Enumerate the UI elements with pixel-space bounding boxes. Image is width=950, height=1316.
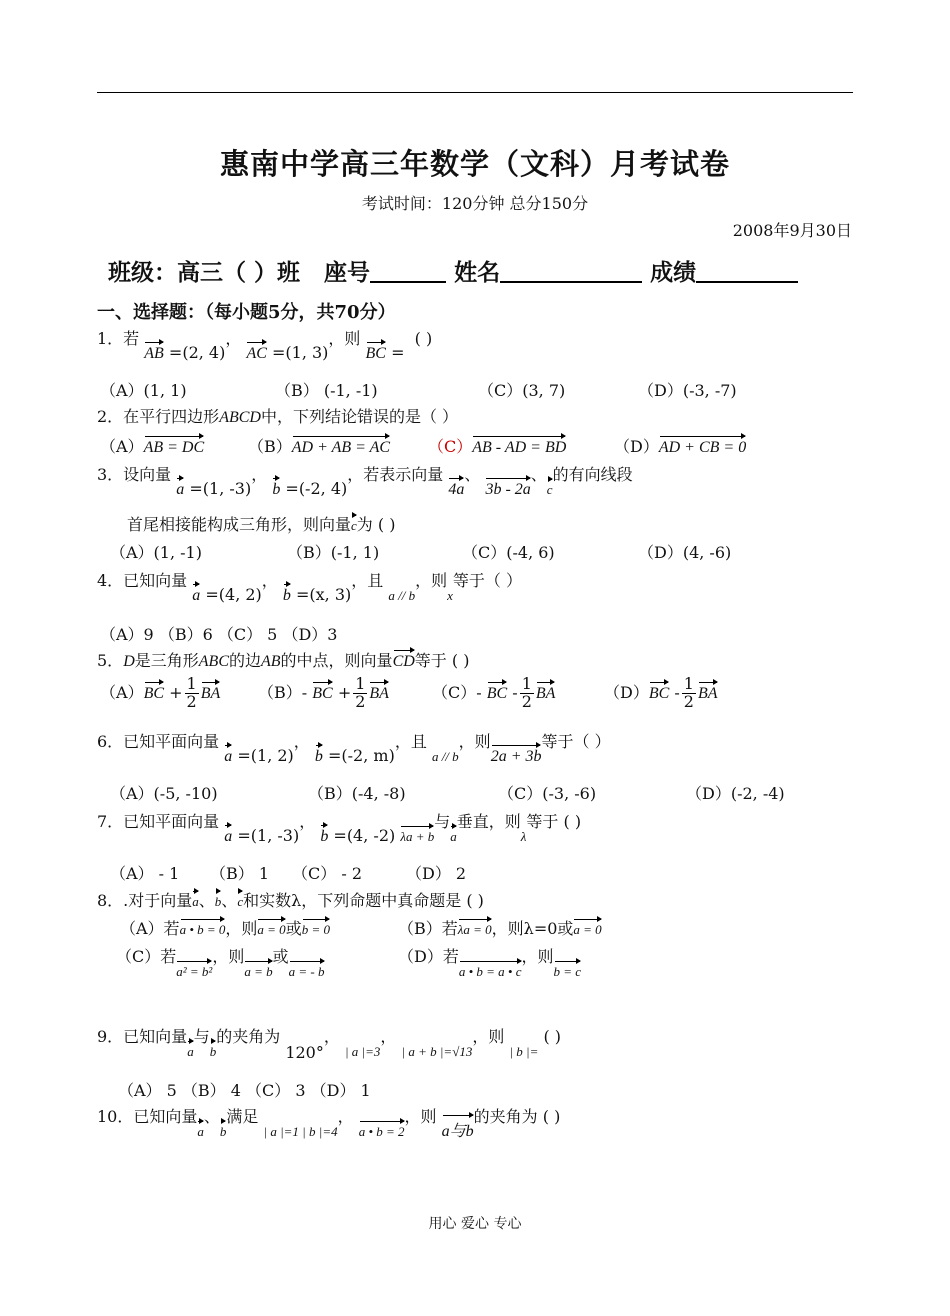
q7-option-c[interactable]: （C） - 2	[292, 864, 363, 883]
q8-option-d[interactable]: （D）若a • b = a • c，则b = c	[398, 947, 582, 979]
q8-option-b[interactable]: （B）若λa = 0，则λ=0或a = 0	[398, 919, 602, 938]
seat-label: 座号	[324, 259, 371, 286]
q7-option-a[interactable]: （A） - 1	[110, 864, 180, 883]
score-blank[interactable]	[696, 257, 798, 283]
q6-option-d[interactable]: （D）(-2, -4)	[686, 784, 785, 803]
exam-time: 考试时间：120分钟 总分150分	[361, 194, 589, 213]
score-label: 成绩	[650, 259, 697, 286]
q8-option-c[interactable]: （C）若a² = b²，则a = b或a = - b	[116, 947, 325, 979]
question-4: 4．已知向量 a =(4, 2)， b =(x, 3)，且 $_{a // b}$，则$_x$等于（ ）	[97, 571, 522, 604]
seat-blank[interactable]	[370, 257, 446, 283]
question-1: 1．若 AB =(2, 4)， AC =(1, 3)，则 BC = ( )	[97, 329, 433, 362]
exam-date: 2008年9月30日	[732, 221, 852, 240]
question-3: 3．设向量 a =(1, -3)， b =(-2, 4)，若表示向量 4a、 3b - 2a、c的有向线段	[97, 465, 633, 498]
q5-option-b[interactable]: （B）- BC + $\frac{1}{2}$ BA	[258, 674, 389, 711]
question-10: 10．已知向量a、b满足 $_{| a |=1 | b |=4}$， a • b = 2，则 a与b的夹角为 ( )	[97, 1107, 561, 1140]
q1-option-b[interactable]: （B） (-1, -1)	[275, 381, 378, 400]
q1-option-a[interactable]: （A）(1, 1)	[100, 381, 187, 400]
vector-ab: AB	[144, 345, 164, 362]
q2-option-a[interactable]: （A）AB = DC	[100, 437, 205, 456]
header-rule	[97, 92, 853, 93]
q3-option-b[interactable]: （B）(-1, 1)	[287, 543, 380, 562]
page-title: 惠南中学高三年数学（文科）月考试卷	[219, 147, 730, 181]
q5-option-a[interactable]: （A）BC + $\frac{1}{2}$ BA	[100, 674, 221, 711]
question-8: 8．.对于向量a、b、c和实数λ，下列命题中真命题是 ( )	[97, 891, 484, 910]
question-6: 6．已知平面向量 a =(1, 2)， b =(-2, m)，且 $_{a // b}$，则2a + 3b等于（ ）	[97, 732, 611, 765]
q3-option-c[interactable]: （C）(-4, 6)	[462, 543, 555, 562]
q9-options[interactable]: （A） 5 （B） 4 （C） 3 （D） 1	[118, 1081, 371, 1100]
q2-option-b[interactable]: （B）AD + AB = AC	[248, 437, 391, 456]
question-3-line2: 首尾相接能构成三角形，则向量c为 ( )	[127, 515, 396, 534]
vector-ac: AC	[246, 345, 267, 362]
q3-option-a[interactable]: （A）(1, -1)	[110, 543, 202, 562]
q5-option-d[interactable]: （D）BC - $\frac{1}{2}$ BA	[604, 674, 718, 711]
q6-option-b[interactable]: （B）(-4, -8)	[308, 784, 406, 803]
q1-option-c[interactable]: （C）(3, 7)	[478, 381, 566, 400]
q7-option-d[interactable]: （D） 2	[406, 864, 467, 883]
q7-option-b[interactable]: （B） 1	[210, 864, 270, 883]
q4-options[interactable]: （A）9 （B）6 （C） 5 （D）3	[100, 625, 338, 644]
q6-option-c[interactable]: （C）(-3, -6)	[498, 784, 597, 803]
q8-option-a[interactable]: （A）若a • b = 0，则a = 0或b = 0	[120, 919, 330, 938]
q2-option-c[interactable]: （C）AB - AD = BD	[428, 437, 567, 456]
vector-bc: BC	[365, 345, 386, 362]
question-9: 9．已知向量a与b的夹角为 120°， $_{| a |=3}$， $_{| a + b |=√13}$，则 $_{| b |=}$ ( )	[97, 1027, 562, 1062]
q5-option-c[interactable]: （C）- BC - $\frac{1}{2}$ BA	[432, 674, 556, 711]
q1-option-d[interactable]: （D）(-3, -7)	[638, 381, 737, 400]
q3-option-d[interactable]: （D）(4, -6)	[638, 543, 732, 562]
name-blank[interactable]	[500, 257, 642, 283]
q2-option-d[interactable]: （D）AD + CB = 0	[614, 437, 747, 456]
question-5: 5．D是三角形ABC的边AB的中点，则向量CD等于 ( )	[97, 651, 470, 670]
section-heading: 一、选择题：（每小题5分，共70分）	[97, 302, 396, 323]
name-label: 姓名	[454, 259, 501, 286]
q6-option-a[interactable]: （A）(-5, -10)	[110, 784, 218, 803]
student-info-line	[108, 254, 798, 287]
page-footer: 用心 爱心 专心	[428, 1216, 522, 1232]
question-2: 2．在平行四边形ABCD中，下列结论错误的是（ ）	[97, 407, 459, 426]
question-7: 7．已知平面向量 a =(1, -3)， b =(4, -2) λa + b与a垂直，则$_\lambda$等于 ( )	[97, 812, 582, 845]
class-label: 班级：高三（ ）班	[108, 259, 301, 286]
